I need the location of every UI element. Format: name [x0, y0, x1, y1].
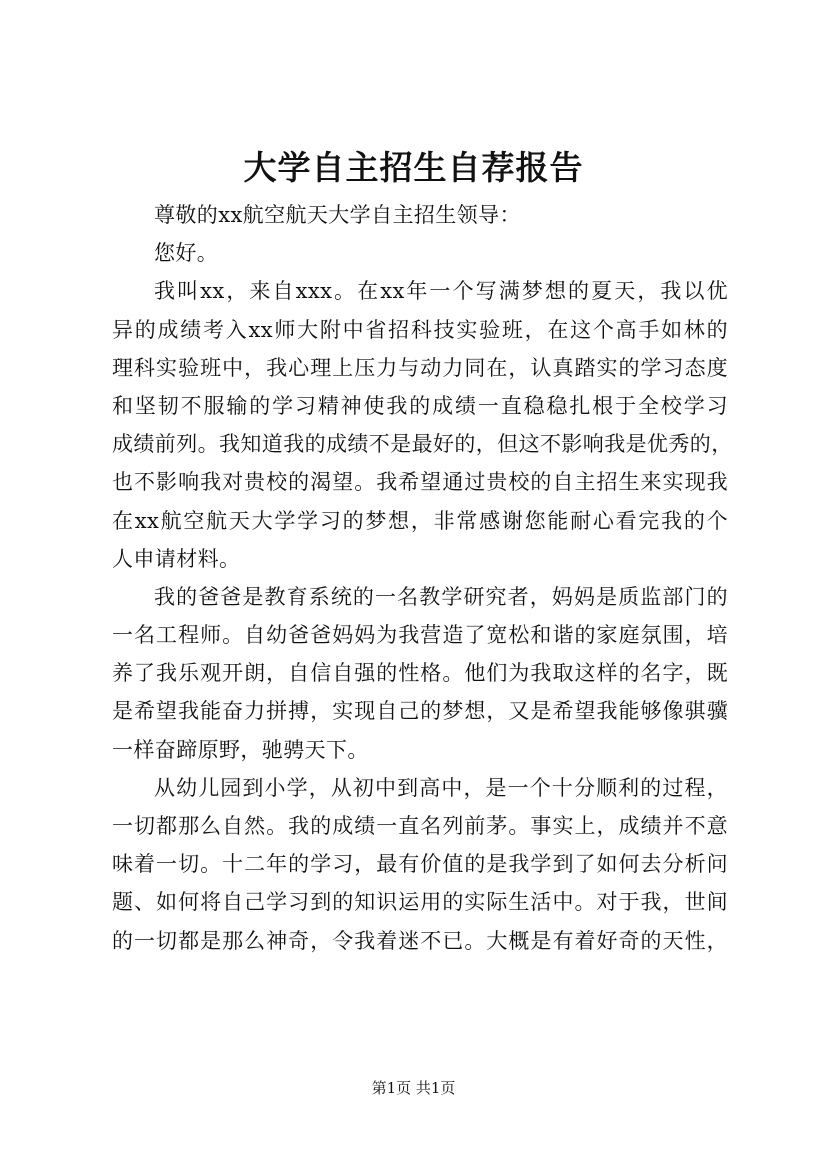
paragraph-1-line: 理科实验班中，我心理上压力与动力同在，认真踏实的学习态度 [112, 355, 728, 380]
document-title: 大学自主招生自荐报告 [243, 148, 584, 187]
paragraph-1-line: 和坚韧不服输的学习精神使我的成绩一直稳稳扎根于全校学习 [112, 393, 728, 418]
paragraph-2-line: 是希望我能奋力拼搏，实现自己的梦想，又是希望我能够像骐骥 [112, 699, 728, 724]
paragraph-3-line: 从幼儿园到小学，从初中到高中，是一个十分顺利的过程， [154, 775, 728, 800]
paragraph-3-line: 一切都那么自然。我的成绩一直名列前茅。事实上，成绩并不意 [112, 814, 728, 838]
paragraph-1-line: 异的成绩考入xx师大附中省招科技实验班，在这个高手如林的 [112, 317, 728, 342]
paragraph-2-line: 养了我乐观开朗，自信自强的性格。他们为我取这样的名字，既 [112, 661, 728, 686]
document-body [112, 196, 733, 960]
paragraph-1-line: 也不影响我对贵校的渴望。我希望通过贵校的自主招生来实现我 [112, 470, 728, 495]
paragraph-3-line: 的一切都是那么神奇，令我着迷不已。大概是有着好奇的天性， [112, 928, 728, 953]
salutation-line: 尊敬的xx航空航天大学自主招生领导： [154, 203, 521, 227]
paragraph-2-line: 一名工程师。自幼爸爸妈妈为我营造了宽松和谐的家庭氛围，培 [112, 623, 728, 648]
paragraph-1-line: 成绩前列。我知道我的成绩不是最好的，但这不影响我是优秀的， [112, 432, 733, 457]
paragraph-3-line: 味着一切。十二年的学习，最有价值的是我学到了如何去分析问 [112, 852, 728, 877]
paragraph-2-line: 我的爸爸是教育系统的一名教学研究者，妈妈是质监部门的 [154, 584, 728, 609]
page-number-footer: 第1页 共1页 [371, 1079, 456, 1097]
paragraph-1-line: 我叫xx，来自xxx。在xx年一个写满梦想的夏天，我以优 [154, 279, 728, 304]
paragraph-1-line: 人申请材料。 [112, 546, 241, 571]
greeting-line: 您好。 [154, 241, 219, 266]
paragraph-1-line: 在xx航空航天大学学习的梦想，非常感谢您能耐心看完我的个 [112, 508, 728, 533]
paragraph-2-line: 一样奋蹄原野，驰骋天下。 [112, 737, 369, 762]
paragraph-3-line: 题、如何将自己学习到的知识运用的实际生活中。对于我，世间 [112, 890, 728, 915]
